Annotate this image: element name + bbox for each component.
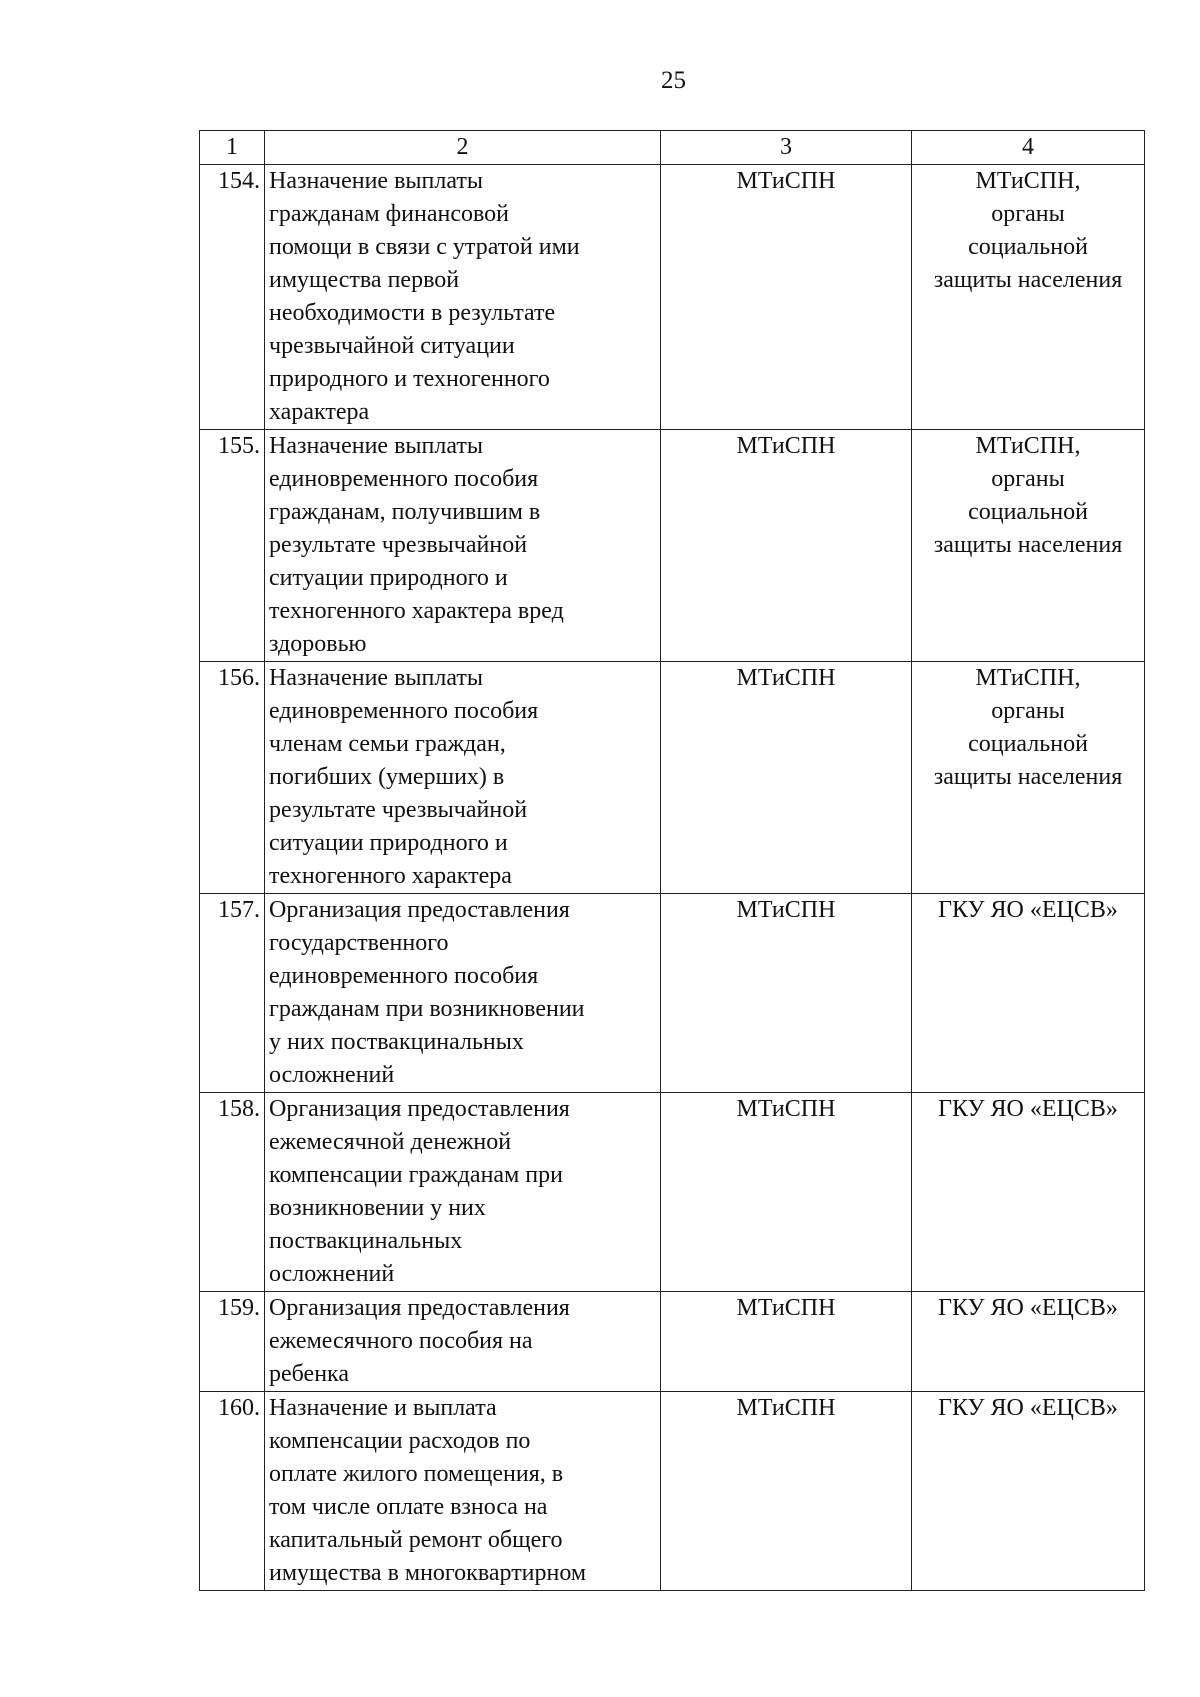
header-row (200, 131, 1145, 165)
executor-body: МТиСПН, органы социальной защиты населения (912, 662, 1145, 894)
service-name: Организация предоставления государственного единовременного пособия гражданам при возникновении у них поствакцинальных осложнений (265, 894, 661, 1093)
table-row (200, 1292, 1145, 1392)
row-number: 160. (200, 1392, 265, 1591)
service-name: Организация предоставления ежемесячной денежной компенсации гражданам при возникновении у них поствакцинальных осложнений (265, 1093, 661, 1292)
table-body (200, 165, 1145, 1591)
table-row (200, 1093, 1145, 1292)
table-row (200, 1392, 1145, 1591)
row-number: 157. (200, 894, 265, 1093)
table-row (200, 430, 1145, 662)
executor-body: ГКУ ЯО «ЕЦСВ» (912, 1292, 1145, 1392)
responsible-body: МТиСПН (661, 165, 912, 430)
executor-body: МТиСПН, органы социальной защиты населения (912, 430, 1145, 662)
column-header-4: 4 (912, 131, 1145, 165)
responsible-body: МТиСПН (661, 894, 912, 1093)
page-number: 25 (661, 67, 686, 94)
row-number: 158. (200, 1093, 265, 1292)
table-row (200, 662, 1145, 894)
table-row (200, 894, 1145, 1093)
service-name: Назначение выплаты единовременного пособия членам семьи граждан, погибших (умерших) в результате чрезвычайной ситуации природного и техногенного характера (265, 662, 661, 894)
responsible-body: МТиСПН (661, 1392, 912, 1591)
service-name: Назначение выплаты единовременного пособия гражданам, получившим в результате чрезвычайной ситуации природного и техногенного характера вред здоровью (265, 430, 661, 662)
responsible-body: МТиСПН (661, 1093, 912, 1292)
executor-body: ГКУ ЯО «ЕЦСВ» (912, 894, 1145, 1093)
executor-body: МТиСПН, органы социальной защиты населения (912, 165, 1145, 430)
service-name: Назначение выплаты гражданам финансовой помощи в связи с утратой ими имущества первой необходимости в результате чрезвычайной ситуации природного и техногенного характера (265, 165, 661, 430)
row-number: 154. (200, 165, 265, 430)
row-number: 155. (200, 430, 265, 662)
responsible-body: МТиСПН (661, 430, 912, 662)
executor-body: ГКУ ЯО «ЕЦСВ» (912, 1093, 1145, 1292)
services-table (199, 130, 1145, 1591)
row-number: 159. (200, 1292, 265, 1392)
responsible-body: МТиСПН (661, 1292, 912, 1392)
service-name: Назначение и выплата компенсации расходов по оплате жилого помещения, в том числе оплате взноса на капитальный ремонт общего имущества в многоквартирном (265, 1392, 661, 1591)
service-name: Организация предоставления ежемесячного пособия на ребенка (265, 1292, 661, 1392)
row-number: 156. (200, 662, 265, 894)
responsible-body: МТиСПН (661, 662, 912, 894)
executor-body: ГКУ ЯО «ЕЦСВ» (912, 1392, 1145, 1591)
table-header (200, 131, 1145, 165)
column-header-2: 2 (265, 131, 661, 165)
column-header-3: 3 (661, 131, 912, 165)
table-row (200, 165, 1145, 430)
column-header-1: 1 (200, 131, 265, 165)
